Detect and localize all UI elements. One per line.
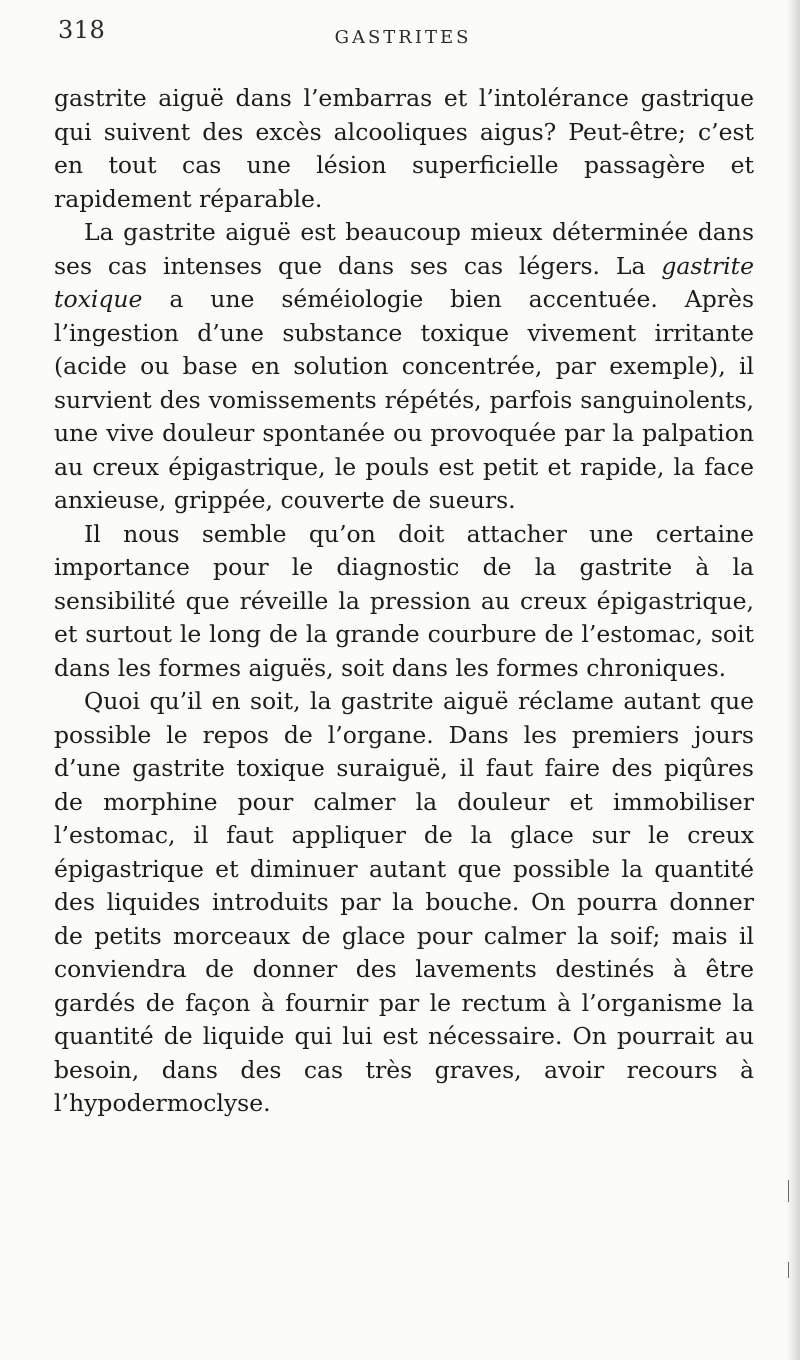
paragraph-treatment bbox=[54, 685, 754, 1121]
paragraph-text: Il nous semble qu’on doit attacher une certaine importance pour le diagnostic de la gastrite à la sensibilité que réveille la pression au creux épigastrique, et surtout le long de la grande courbure de l’estomac, soit dans les formes aiguës, soit dans les formes chroniques. bbox=[54, 519, 754, 682]
italic-term: gastrite toxique bbox=[54, 251, 754, 313]
paragraph-text: gastrite aiguë dans l’embarras et l’intolérance gastrique qui suivent des excès alcooliques aigus? Peut-être; c’est en tout cas une lésion superficielle passagère et rapidement réparable. bbox=[54, 84, 754, 213]
paragraph-text: Quoi qu’il en soit, la gastrite aiguë réclame autant que possible le repos de l’organe. Dans les premiers jours d’une gastrite toxique suraiguë, il faut faire des piqûres de morphine pour calmer la douleur et immobiliser l’estomac, il faut appliquer de la glace sur le creux épigastrique et diminuer autant que possible la quantité des liquides introduits par la bouche. On pourra donner de petits morceaux de glace pour calmer la soif; mais il conviendra de donner des lavements destinés à être gardés de façon à fournir par le rectum à l’organisme la quantité de liquide qui lui est nécessaire. On pourrait au besoin, dans des cas très graves, avoir recours à l’hypodermoclyse. bbox=[54, 687, 754, 1117]
body-text bbox=[54, 82, 754, 1121]
page-header bbox=[58, 16, 748, 56]
paragraph-text: La gastrite aiguë est beaucoup mieux déterminée dans ses cas intenses que dans ses cas légers. La bbox=[54, 218, 754, 280]
running-title: GASTRITES bbox=[334, 27, 472, 48]
paragraph-toxic-gastritis bbox=[54, 216, 754, 518]
paragraph-text: a une séméiologie bien accentuée. Après l’ingestion d’une substance toxique vivement irritante (acide ou base en solution concentrée, par exemple), il survient des vomissements répétés, parfois sanguinolents, une vive douleur spontanée ou provoquée par la palpation au creux épigastrique, le pouls est petit et rapide, la face anxieuse, grippée, couverte de sueurs. bbox=[54, 285, 754, 514]
paragraph-diagnosis bbox=[54, 518, 754, 686]
paragraph-continuation bbox=[54, 82, 754, 216]
margin-mark bbox=[788, 1262, 789, 1278]
page-number: 318 bbox=[58, 16, 106, 44]
margin-mark bbox=[788, 1180, 789, 1202]
page-edge-shadow bbox=[786, 0, 800, 1360]
